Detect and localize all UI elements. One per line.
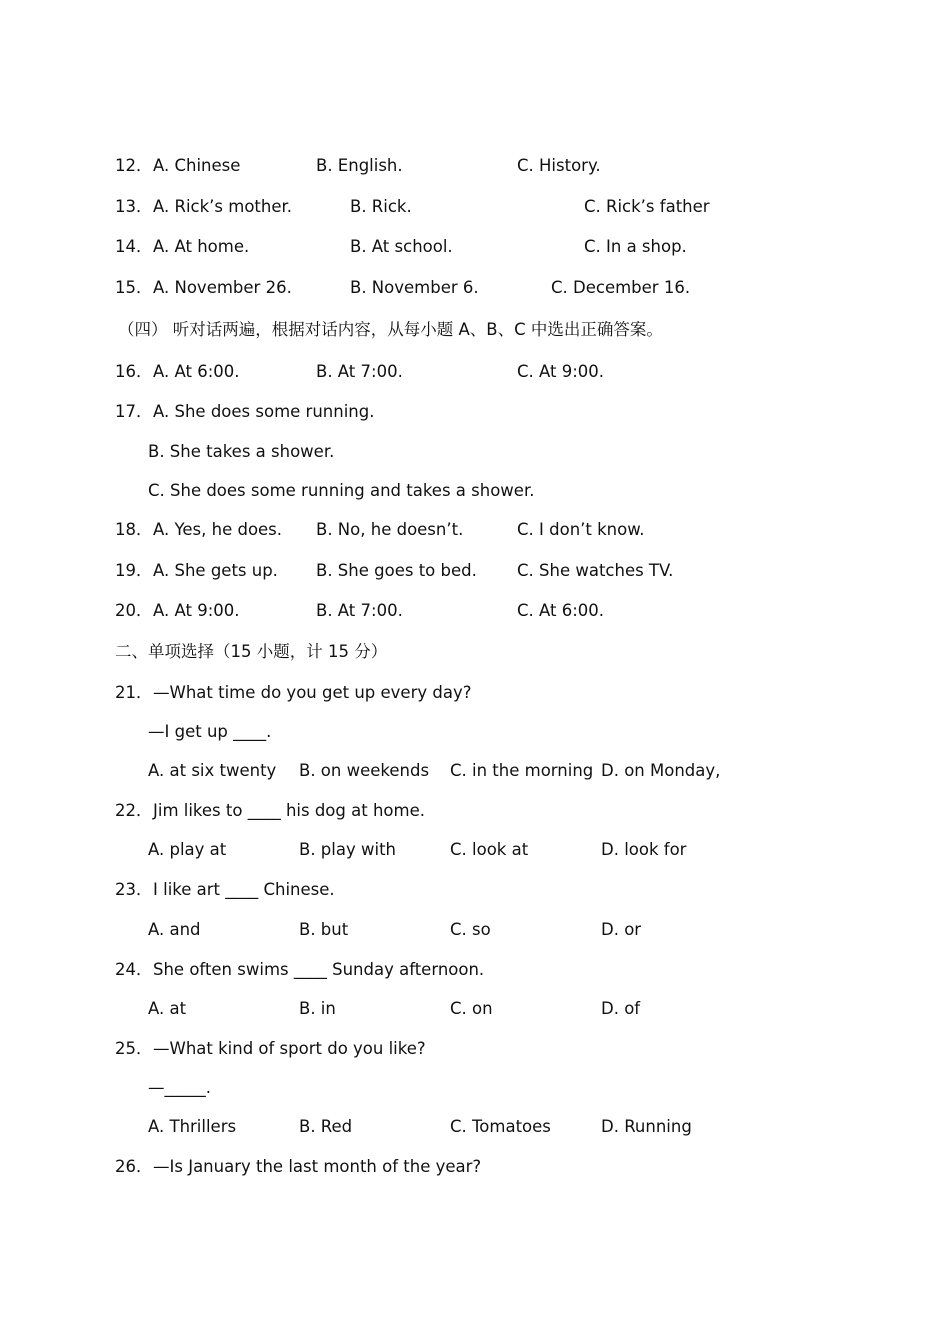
option-c: C. She does some running and takes a shower. [148,481,535,500]
option-a: A. at [148,999,187,1018]
section-two-heading: 二、单项选择（15 小题，计 15 分） [115,642,388,661]
question-number: 26． [115,1157,153,1176]
question-stem: She often swims ____ Sunday afternoon. [153,960,485,979]
option-b: B. No, he doesn’t. [316,520,464,539]
option-c: C. At 9:00. [517,362,605,381]
question-stem: Jim likes to ____ his dog at home. [153,801,425,820]
question-stem-response: —_____. [148,1078,211,1097]
option-c: C. December 16. [551,278,691,297]
option-a: A. At home. [153,237,250,256]
option-a: A. November 26. [153,278,292,297]
option-b: B. Rick. [350,197,412,216]
option-b: B. At 7:00. [316,601,403,620]
option-a: A. At 6:00. [153,362,240,381]
option-c: C. I don’t know. [517,520,645,539]
question-stem: —What time do you get up every day? [153,683,472,702]
option-b: B. At 7:00. [316,362,403,381]
option-c: C. Tomatoes [450,1117,551,1136]
question-number: 25． [115,1039,153,1058]
option-b: B. At school. [350,237,453,256]
question-number: 24． [115,960,153,979]
question-number: 15． [115,278,153,297]
question-number: 22． [115,801,153,820]
question-stem-response: —I get up ____. [148,722,272,741]
question-number: 12． [115,156,153,175]
option-a: A. Yes, he does. [153,520,283,539]
option-a: A. She does some running. [153,402,375,421]
option-a: A. At 9:00. [153,601,240,620]
option-b: B. November 6. [350,278,479,297]
option-d: D. Running [601,1117,692,1136]
option-b: B. English. [316,156,403,175]
option-b: B. She goes to bed. [316,561,477,580]
option-b: B. but [299,920,349,939]
question-stem: —Is January the last month of the year? [153,1157,482,1176]
option-b: B. play with [299,840,396,859]
option-c: C. History. [517,156,601,175]
option-a: A. She gets up. [153,561,278,580]
section-four-heading: （四） 听对话两遍，根据对话内容，从每小题 A、B、C 中选出正确答案。 [118,320,663,339]
option-c: C. In a shop. [584,237,687,256]
question-number: 21． [115,683,153,702]
option-c: C. on [450,999,493,1018]
option-c: C. She watches TV. [517,561,674,580]
question-stem: I like art ____ Chinese. [153,880,335,899]
option-b: B. She takes a shower. [148,442,335,461]
option-d: D. of [601,999,641,1018]
option-d: D. look for [601,840,687,859]
option-a: A. play at [148,840,227,859]
option-a: A. at six twenty [148,761,277,780]
question-stem: —What kind of sport do you like? [153,1039,426,1058]
question-number: 17． [115,402,153,421]
option-c: C. in the morning [450,761,594,780]
question-number: 23． [115,880,153,899]
question-number: 14． [115,237,153,256]
option-b: B. Red [299,1117,353,1136]
option-d: D. or [601,920,642,939]
option-d: D. on Monday, [601,761,721,780]
question-number: 18． [115,520,153,539]
option-c: C. At 6:00. [517,601,605,620]
option-a: A. Thrillers [148,1117,237,1136]
option-a: A. Chinese [153,156,241,175]
question-number: 13． [115,197,153,216]
question-number: 16． [115,362,153,381]
option-c: C. so [450,920,491,939]
option-c: C. Rick’s father [584,197,710,216]
option-a: A. and [148,920,201,939]
question-number: 20． [115,601,153,620]
option-b: B. on weekends [299,761,430,780]
question-number: 19． [115,561,153,580]
option-c: C. look at [450,840,529,859]
option-b: B. in [299,999,336,1018]
option-a: A. Rick’s mother. [153,197,293,216]
